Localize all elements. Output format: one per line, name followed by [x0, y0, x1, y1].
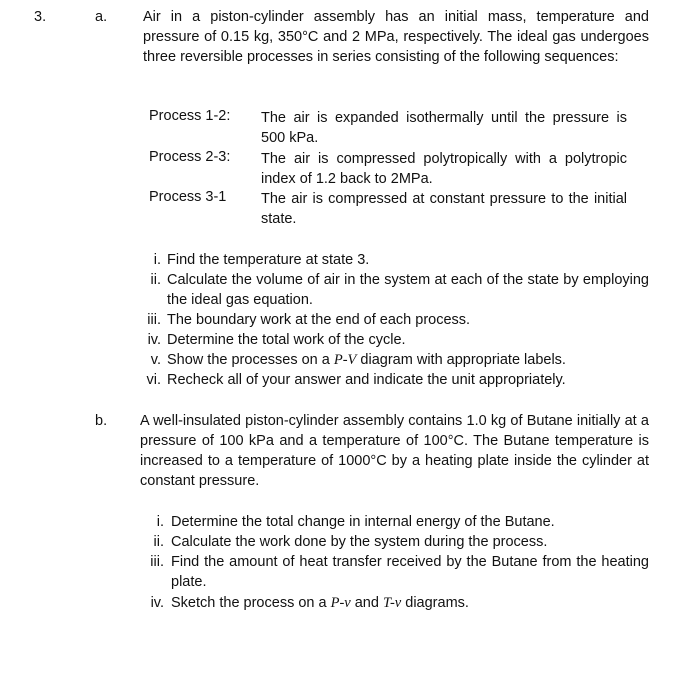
- task-number: i.: [156, 514, 164, 530]
- task-text: [171, 593, 649, 613]
- task-number: i.: [153, 252, 161, 268]
- task-text-part: Sketch the process on a: [171, 595, 331, 611]
- part-b-intro: A well-insulated piston-cylinder assembly contains 1.0 kg of Butane initially at a pressure of 100 kPa and a temperature of 100°C. The Butane temperature is increased to a temperature of 1000°C by a heating plate inside the cylinder at constant pressure.: [140, 413, 649, 489]
- task-text: Determine the total change in internal energy of the Butane.: [171, 514, 555, 530]
- pv-math: P-v: [330, 595, 351, 611]
- task-text-part: Show the processes on a: [167, 352, 334, 368]
- task-number: ii.: [150, 272, 161, 288]
- task-text: Find the amount of heat transfer received by the Butane from the heating plate.: [171, 554, 649, 590]
- task-text-part: and: [350, 595, 383, 611]
- task-number: ii.: [153, 534, 164, 550]
- task-number: vi.: [146, 372, 161, 388]
- task-text: Recheck all of your answer and indicate the unit appropriately.: [167, 372, 566, 388]
- task-text: [167, 350, 649, 370]
- task-text: Calculate the work done by the system during the process.: [171, 534, 548, 550]
- process-description: The air is expanded isothermally until the pressure is 500 kPa.: [261, 110, 627, 146]
- part-a-label: a.: [95, 9, 108, 25]
- pv-math: P-V: [333, 352, 357, 368]
- task-text-part: diagram with appropriate labels.: [356, 352, 566, 368]
- process-description: The air is compressed polytropically with a polytropic index of 1.2 back to 2MPa.: [261, 151, 627, 187]
- task-text: The boundary work at the end of each process.: [167, 312, 471, 328]
- task-number: iii.: [147, 312, 161, 328]
- task-number: iii.: [150, 554, 164, 570]
- process-description: The air is compressed at constant pressure to the initial state.: [261, 191, 627, 227]
- question-number: 3.: [34, 9, 47, 25]
- task-number: iv.: [150, 595, 164, 611]
- task-text-part: diagrams.: [401, 595, 469, 611]
- task-text: Calculate the volume of air in the system at each of the state by employing the ideal gas equation.: [167, 272, 649, 308]
- process-label: Process 3-1: [149, 189, 227, 205]
- part-a-intro: Air in a piston-cylinder assembly has an initial mass, temperature and pressure of 0.15 kg, 350°C and 2 MPa, respectively. The ideal gas undergoes three reversible processes in series consisting of the following sequences:: [143, 9, 649, 65]
- part-b-label: b.: [95, 413, 108, 429]
- task-text: Find the temperature at state 3.: [167, 252, 370, 268]
- task-text: Determine the total work of the cycle.: [167, 332, 406, 348]
- task-number: iv.: [147, 332, 161, 348]
- process-label: Process 1-2:: [149, 108, 231, 124]
- process-label: Process 2-3:: [149, 149, 231, 165]
- tv-math: T-v: [382, 595, 402, 611]
- task-number: v.: [150, 352, 161, 368]
